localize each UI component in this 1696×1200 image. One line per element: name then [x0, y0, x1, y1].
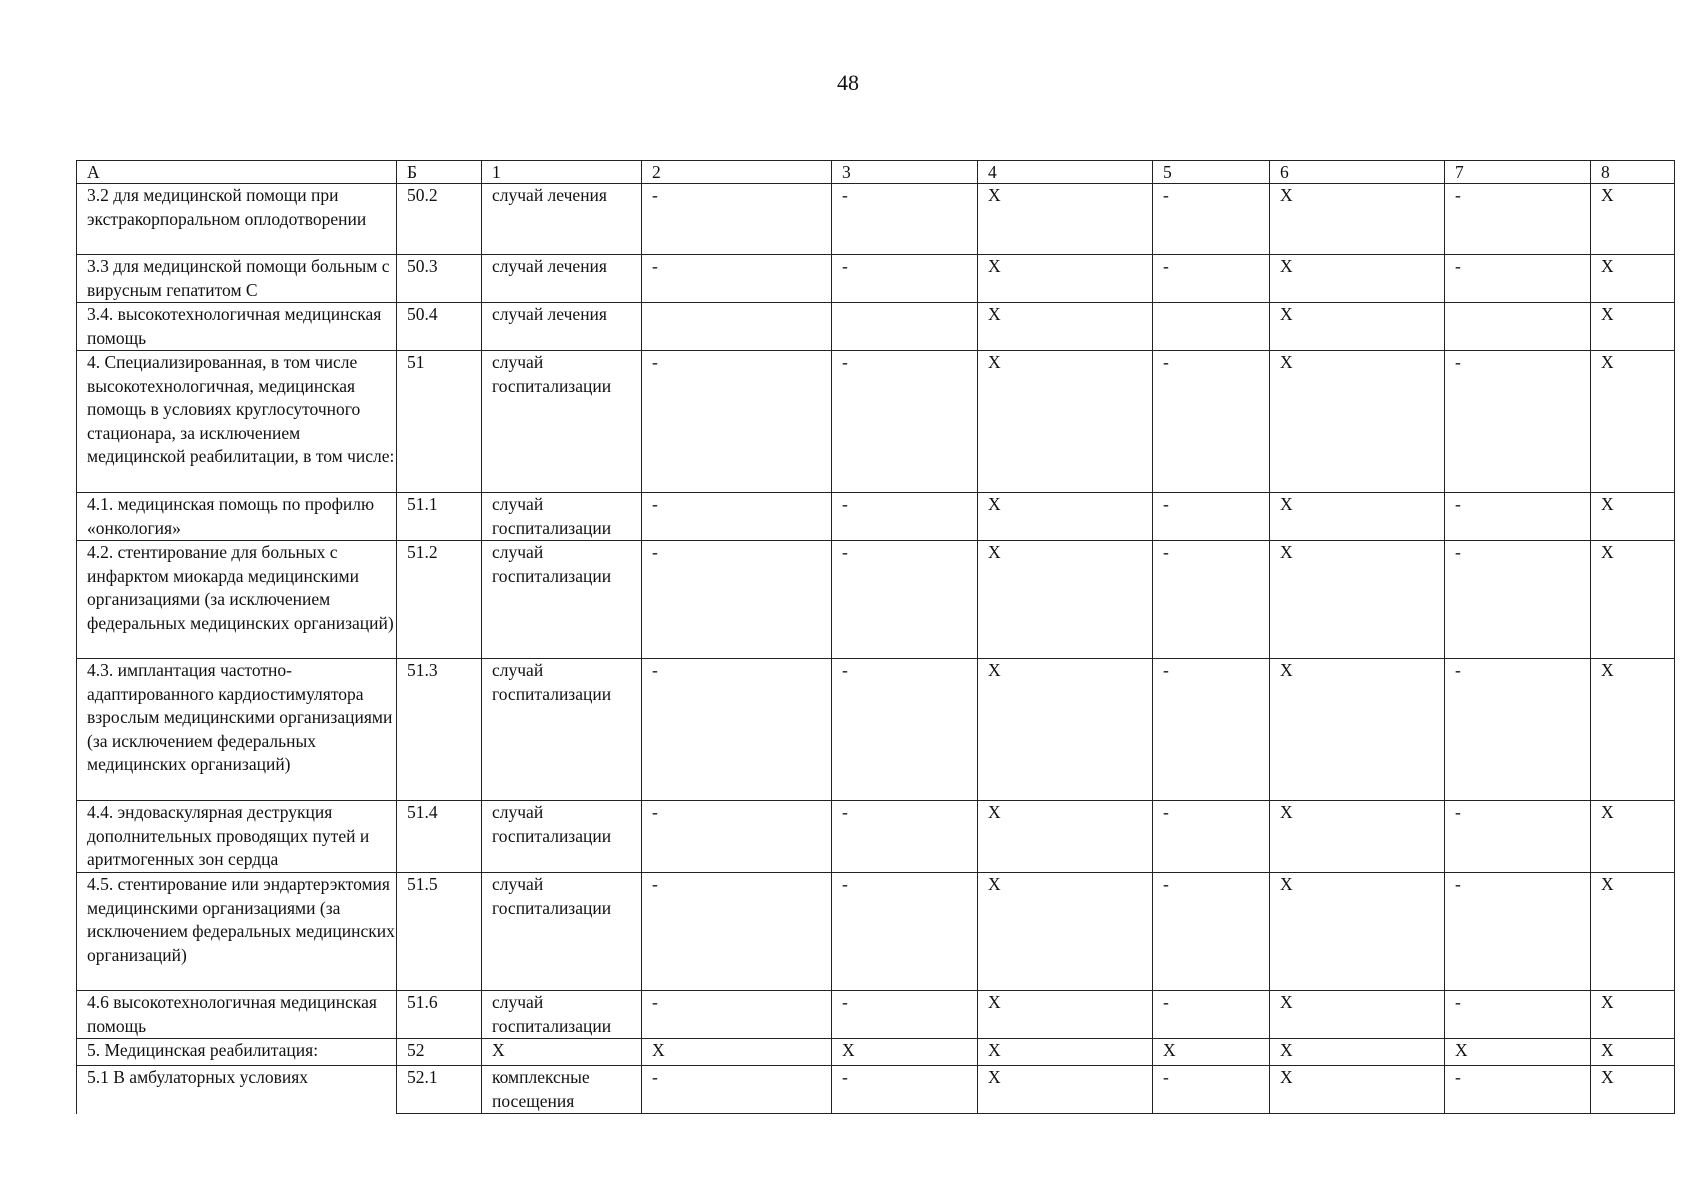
header-cell: 7	[1445, 161, 1591, 184]
row-unit: случай госпитализации	[482, 493, 642, 541]
table-row	[77, 801, 1675, 873]
row-cell: -	[832, 991, 978, 1039]
row-cell: X	[1591, 493, 1675, 541]
row-cell: X	[978, 873, 1153, 991]
row-name: 4.4. эндоваскулярная деструкция дополнительных проводящих путей и аритмогенных зон сердца	[77, 801, 397, 873]
row-cell: X	[1270, 303, 1445, 351]
row-cell: -	[1445, 873, 1591, 991]
row-cell: X	[1591, 873, 1675, 991]
row-cell: -	[832, 184, 978, 255]
row-cell: X	[1270, 873, 1445, 991]
row-cell: X	[1591, 801, 1675, 873]
row-cell: X	[1270, 659, 1445, 801]
row-cell: -	[832, 541, 978, 659]
row-cell: X	[1591, 351, 1675, 493]
table-row	[77, 1039, 1675, 1066]
row-cell: -	[642, 991, 832, 1039]
header-cell: 4	[978, 161, 1153, 184]
row-cell: -	[832, 801, 978, 873]
row-unit: случай лечения	[482, 303, 642, 351]
row-cell: -	[832, 1066, 978, 1114]
row-cell: X	[1591, 659, 1675, 801]
row-name: 4.6 высокотехнологичная медицинская помощь	[77, 991, 397, 1039]
row-name: 4. Специализированная, в том числе высокотехнологичная, медицинская помощь в условиях круглосуточного стационара, за исключением медицинской реабилитации, в том числе:	[77, 351, 397, 493]
row-cell: -	[832, 493, 978, 541]
row-code: 50.2	[397, 184, 482, 255]
row-cell: -	[1153, 659, 1270, 801]
row-cell: -	[1153, 801, 1270, 873]
header-cell: 2	[642, 161, 832, 184]
row-cell: -	[642, 493, 832, 541]
row-code: 51.1	[397, 493, 482, 541]
row-cell: X	[1591, 1066, 1675, 1114]
row-cell: X	[1270, 1066, 1445, 1114]
header-cell: 1	[482, 161, 642, 184]
row-unit: случай лечения	[482, 255, 642, 303]
row-cell: X	[978, 255, 1153, 303]
table-row	[77, 991, 1675, 1039]
row-cell: -	[832, 659, 978, 801]
table-row	[77, 659, 1675, 801]
row-cell: -	[1153, 873, 1270, 991]
data-table	[76, 160, 1675, 1114]
row-cell: -	[1153, 351, 1270, 493]
table-row	[77, 541, 1675, 659]
row-cell: -	[1445, 541, 1591, 659]
row-code: 51.6	[397, 991, 482, 1039]
row-name: 3.2 для медицинской помощи при экстракорпоральном оплодотворении	[77, 184, 397, 255]
row-cell: -	[1153, 991, 1270, 1039]
row-code: 51.5	[397, 873, 482, 991]
row-cell: -	[642, 1066, 832, 1114]
table-row	[77, 1066, 1675, 1114]
row-name: 4.3. имплантация частотно-адаптированного кардиостимулятора взрослым медицинскими организациями (за исключением федеральных медицинских организаций)	[77, 659, 397, 801]
row-cell: -	[832, 255, 978, 303]
row-code: 51.4	[397, 801, 482, 873]
row-code: 51	[397, 351, 482, 493]
header-cell: 6	[1270, 161, 1445, 184]
row-cell: -	[1445, 184, 1591, 255]
row-unit: X	[482, 1039, 642, 1066]
row-cell: -	[1445, 1066, 1591, 1114]
table-row	[77, 351, 1675, 493]
row-cell: -	[642, 351, 832, 493]
row-cell: -	[642, 255, 832, 303]
row-cell: -	[1153, 493, 1270, 541]
row-cell	[1445, 303, 1591, 351]
row-cell: -	[642, 873, 832, 991]
row-code: 52	[397, 1039, 482, 1066]
header-cell: А	[77, 161, 397, 184]
row-name: 4.1. медицинская помощь по профилю «онкология»	[77, 493, 397, 541]
table-row	[77, 255, 1675, 303]
row-cell: -	[642, 541, 832, 659]
row-name: 3.4. высокотехнологичная медицинская помощь	[77, 303, 397, 351]
row-code: 50.3	[397, 255, 482, 303]
row-cell: -	[1445, 659, 1591, 801]
row-cell: -	[832, 351, 978, 493]
row-name: 3.3 для медицинской помощи больным с вирусным гепатитом С	[77, 255, 397, 303]
table-row	[77, 493, 1675, 541]
row-cell: X	[978, 991, 1153, 1039]
row-unit: случай госпитализации	[482, 541, 642, 659]
row-unit: случай госпитализации	[482, 873, 642, 991]
row-cell: -	[1445, 493, 1591, 541]
row-cell	[1153, 303, 1270, 351]
row-cell: -	[1445, 255, 1591, 303]
row-cell: X	[1591, 541, 1675, 659]
row-cell: X	[1591, 303, 1675, 351]
table-row	[77, 184, 1675, 255]
row-cell: -	[1153, 1066, 1270, 1114]
row-unit: случай госпитализации	[482, 351, 642, 493]
row-cell: X	[1270, 801, 1445, 873]
row-cell: -	[1153, 184, 1270, 255]
row-cell	[832, 303, 978, 351]
row-cell: X	[1270, 493, 1445, 541]
row-cell	[642, 303, 832, 351]
row-cell: X	[978, 184, 1153, 255]
row-unit: случай госпитализации	[482, 659, 642, 801]
row-cell: X	[978, 493, 1153, 541]
row-name: 5.1 В амбулаторных условиях	[77, 1066, 397, 1114]
row-cell: -	[1153, 255, 1270, 303]
row-cell: X	[1270, 255, 1445, 303]
row-cell: X	[978, 659, 1153, 801]
row-cell: X	[1591, 991, 1675, 1039]
row-cell: X	[978, 1039, 1153, 1066]
row-cell: X	[1445, 1039, 1591, 1066]
page-number: 48	[837, 70, 859, 95]
row-cell: -	[832, 873, 978, 991]
row-name: 4.5. стентирование или эндартерэктомия медицинскими организациями (за исключением федеральных медицинских организаций)	[77, 873, 397, 991]
header-cell: Б	[397, 161, 482, 184]
row-cell: X	[832, 1039, 978, 1066]
row-cell: X	[1153, 1039, 1270, 1066]
row-cell: X	[1591, 184, 1675, 255]
row-unit: случай госпитализации	[482, 801, 642, 873]
row-unit: комплексные посещения	[482, 1066, 642, 1114]
row-unit: случай лечения	[482, 184, 642, 255]
row-code: 50.4	[397, 303, 482, 351]
row-name: 4.2. стентирование для больных с инфарктом миокарда медицинскими организациями (за исключением федеральных медицинских организаций)	[77, 541, 397, 659]
row-cell: -	[642, 659, 832, 801]
row-cell: -	[1445, 991, 1591, 1039]
row-cell: -	[1153, 541, 1270, 659]
row-name: 5. Медицинская реабилитация:	[77, 1039, 397, 1066]
table-body	[77, 161, 1675, 1114]
row-unit: случай госпитализации	[482, 991, 642, 1039]
row-cell: -	[642, 801, 832, 873]
row-cell: X	[978, 801, 1153, 873]
row-cell: X	[978, 351, 1153, 493]
header-cell: 3	[832, 161, 978, 184]
row-cell: -	[642, 184, 832, 255]
row-cell: X	[1270, 351, 1445, 493]
table-row	[77, 303, 1675, 351]
table-row	[77, 873, 1675, 991]
row-cell: X	[1270, 184, 1445, 255]
row-cell: X	[1270, 991, 1445, 1039]
header-cell: 5	[1153, 161, 1270, 184]
row-cell: X	[978, 303, 1153, 351]
row-cell: X	[1270, 1039, 1445, 1066]
row-cell: X	[642, 1039, 832, 1066]
row-cell: X	[1591, 1039, 1675, 1066]
header-cell: 8	[1591, 161, 1675, 184]
row-cell: -	[1445, 801, 1591, 873]
row-code: 52.1	[397, 1066, 482, 1114]
row-cell: X	[978, 1066, 1153, 1114]
table-header-row	[77, 161, 1675, 184]
row-code: 51.3	[397, 659, 482, 801]
row-cell: X	[1270, 541, 1445, 659]
row-cell: -	[1445, 351, 1591, 493]
row-cell: X	[1591, 255, 1675, 303]
row-code: 51.2	[397, 541, 482, 659]
row-cell: X	[978, 541, 1153, 659]
